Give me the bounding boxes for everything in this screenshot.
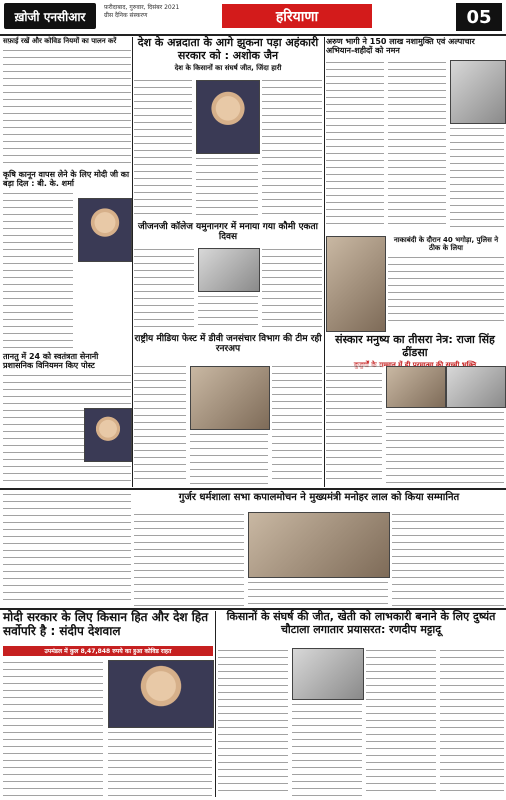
story-body	[392, 512, 504, 606]
story-body	[450, 126, 504, 230]
page-number: 05	[456, 3, 502, 31]
event-photo	[446, 366, 506, 408]
story-body	[248, 580, 388, 606]
story-body	[3, 492, 131, 606]
story-body	[388, 60, 446, 230]
story-body	[326, 364, 382, 484]
story-10	[134, 492, 504, 504]
story-7	[134, 334, 322, 355]
story-subhead: देश के किसानों का संघर्ष जीत, जिंदा हारी	[174, 64, 282, 73]
story-body	[218, 648, 288, 796]
section-title: हरियाणा	[222, 4, 372, 28]
masthead	[0, 0, 506, 36]
newspaper-logo: ख़ोजी एनसीआर	[4, 3, 96, 29]
story-body	[108, 730, 212, 796]
story-body	[292, 702, 362, 796]
story-body	[326, 60, 384, 230]
story-3	[326, 37, 504, 55]
person-photo	[196, 80, 260, 154]
story-13-band: उपमंडल में कुल 8,47,848 रुपये का हुआ कोविड राहत	[3, 646, 213, 656]
story-body	[3, 660, 103, 796]
story-body	[196, 156, 258, 218]
story-body	[190, 432, 268, 484]
person-photo	[84, 408, 132, 462]
story-body	[134, 247, 194, 329]
story-2	[134, 37, 322, 72]
story-headline: जीजनजी कॉलेज यमुनानगर में मनाया गया कौमी एकता दिवस	[138, 222, 318, 243]
story-body	[366, 648, 436, 796]
edition-line: ग्रीस दैनिक संस्करण	[104, 12, 148, 19]
story-headline: सफ़ाई रखें और कोविड नियमों का पालन करें	[3, 37, 117, 45]
event-photo	[190, 366, 270, 430]
story-headline: किसानों के संघर्ष की जीत, खेती को लाभकारी बनाने के लिए दुष्यंत चौटाला लगातार प्रयासरत: रणदीप मट्टादू	[226, 610, 496, 636]
story-body	[262, 78, 322, 218]
story-body	[3, 48, 131, 166]
story-headline: देश के अन्नदाता के आगे झुकना पड़ा अहंकारी सरकार को : अशोक जैन	[137, 36, 319, 62]
story-body	[272, 364, 322, 484]
story-9	[388, 236, 504, 323]
story-body	[3, 191, 73, 351]
person-photo	[78, 198, 132, 262]
column-rule	[132, 37, 133, 487]
event-photo	[326, 236, 386, 332]
story-body	[262, 247, 322, 329]
issue-date: फ़रीदाबाद, गुरुवार, दिसंबर 2021	[104, 4, 180, 11]
column-rule	[324, 37, 325, 487]
story-headline: तानतु में 24 को स्वतंत्रता सेनानी प्रशासनिक विनियमन किए पोस्ट	[3, 352, 99, 371]
story-body	[386, 410, 504, 484]
story-headline: मोदी सरकार के लिए किसान हित और देश हित सर्वोपरि है : संदीप देशवाल	[3, 610, 209, 638]
story-body	[134, 78, 192, 218]
story-headline: कृषि कानून वापस लेने के लिए मोदी जी का बड़ा दिल : बी. के. शर्मा	[3, 170, 130, 189]
column-rule	[215, 611, 216, 797]
story-headline: गुर्जर धर्मशाला सभा कपालमोचन ने मुख्यमंत्री मनोहर लाल को किया सम्मानित	[178, 492, 460, 503]
event-photo	[386, 366, 446, 408]
story-body	[198, 294, 258, 329]
event-photo	[292, 648, 364, 700]
story-body	[440, 648, 504, 796]
story-body	[134, 364, 186, 484]
story-headline: राष्ट्रीय मीडिया फेस्ट में डीवी जनसंचार विभाग की टीम रही रनरअप	[134, 334, 322, 355]
person-photo	[108, 660, 214, 728]
story-headline: अरुण भागी ने 150 लाख नशामुक्ति एवं अल्पाचार अभियान‑शहीदों को नमन	[326, 37, 475, 56]
story-body	[134, 512, 244, 606]
story-headline: संस्कार मनुष्य का तीसरा नेत्र: राजा सिंह ढींडसा	[335, 333, 495, 359]
section-rule	[0, 488, 506, 490]
story-1	[3, 37, 131, 166]
dateline	[104, 4, 179, 20]
event-photo	[198, 248, 260, 292]
story-body	[388, 255, 504, 323]
story-11	[3, 611, 213, 639]
story-4	[134, 222, 322, 243]
event-photo	[248, 512, 390, 578]
event-photo	[450, 60, 506, 124]
story-headline: नाकाबंदी के दौरान 40 भगोड़ा, पुलिस ने ठीक के लिया	[393, 236, 499, 253]
story-12	[218, 611, 504, 636]
